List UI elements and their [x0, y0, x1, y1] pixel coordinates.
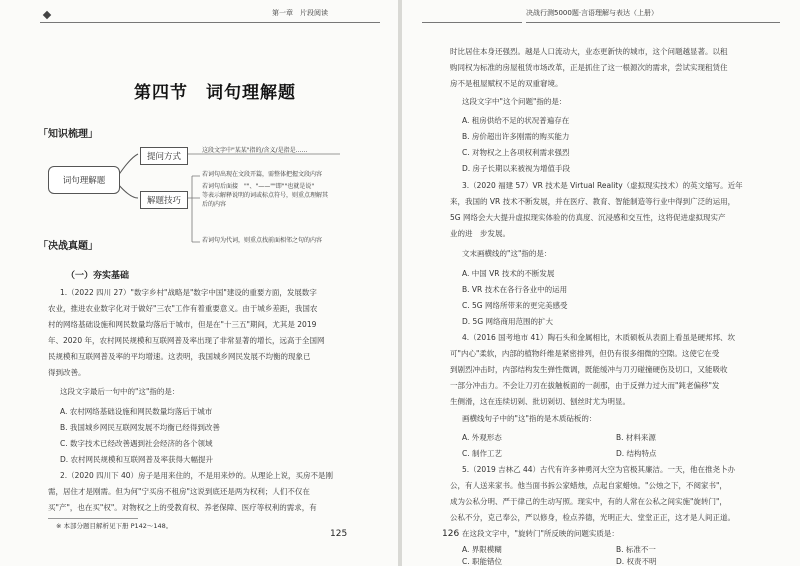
mindmap-tip-4: 后的内容 — [202, 201, 227, 208]
q3-option: D. 5G 网络商用范围的扩大 — [462, 317, 554, 326]
q5-line: 公，有人送来家书。他当面书拆公家蜡烛，点起自家蜡烛。"公烛之下，不阅家书"， — [450, 481, 727, 490]
knowledge-label: 「知识梳理」 — [38, 129, 98, 140]
mindmap-tip-1: 若词句出现在文段开篇，需整体把握文段内容 — [202, 171, 323, 178]
header-rule — [40, 22, 380, 23]
q4-line: 一部分冲击力。不会让刀刃在拔触板面的一刹那，由于反弹力过大而"鈍老偏移"发 — [450, 381, 720, 390]
q5-question: 在这段文字中，"旋转门"所反映的问题实质是： — [462, 529, 619, 538]
q2-option: A. 租房供给不足的状况普遍存在 — [462, 116, 570, 125]
q5-option: A. 界限模糊 — [462, 545, 502, 554]
q5-option: B. 标准不一 — [616, 545, 656, 554]
q3-line: 来，我国的 VR 技术不断发展，并在医疗、教育、智能制造等行业中得到广泛的运用， — [450, 197, 736, 206]
q2-line: 2.（2020 四川下 40）房子是用来住的，不是用来炒的。从理论上说，买房不是刚 — [60, 471, 334, 480]
page-number-left: 125 — [330, 529, 348, 539]
q4-option: A. 外观形态 — [462, 433, 502, 442]
q1-line: 农业，推进农业数字化对于做好"三农"工作有着重要意义。由于城乡差距，我国农 — [48, 304, 318, 313]
mindmap-tip-3: 等表示解释说明的词或标点符号，则重点理解其 — [202, 192, 329, 199]
q4-question: 画横线句子中的"这"指的是木质砧板的： — [462, 414, 597, 423]
right-page — [402, 0, 800, 566]
passage-line: 时比居住本身还强烈。越是人口流动大，业态更新快的城市，这个问题越显著。以租 — [450, 47, 728, 56]
q3-line: 业的进 步发展。 — [450, 229, 510, 238]
connector-bottom — [118, 184, 138, 198]
q2-line: 需，居住才是刚需。但为何"宁买房不租房"这说到底还是两为权利；人们不仅在 — [48, 487, 310, 496]
header-rule-right — [526, 22, 780, 23]
q2-line: 买"产"，也在买"权"。对物权之上的受教育权、养老保障、医疗等权利的需求，有 — [48, 503, 317, 512]
q3-option: A. 中国 VR 技术的不断发展 — [462, 269, 555, 278]
q1-line: 1.（2022 四川 27）"数字乡村"战略是"数字中国"建设的重要方面，发展数字 — [60, 288, 317, 297]
q3-question: 文末画横线的"这"指的是： — [462, 249, 552, 258]
q4-option: D. 结构特点 — [616, 449, 657, 458]
q3-option: C. 5G 网络所带来的更完美感受 — [462, 301, 568, 310]
mindmap-tip-2: 若词句后面接 ""、"——""即""也就是说" — [202, 183, 315, 190]
q5-option: D. 权责不明 — [616, 557, 657, 566]
book-header: 决战行测5000题·言语理解与表达（上册） — [526, 9, 659, 17]
q1-option: C. 数字技术已经改善遇到社会经济的各个领域 — [60, 439, 213, 448]
real-exam-label: 「决战真题」 — [38, 241, 98, 252]
chapter-header: 第一章 片段阅读 — [272, 9, 328, 17]
part-label: （一）夯实基础 — [66, 271, 130, 281]
q5-line: 公私不分，克己奉公，严以修身，检点养德，光明正大、堂堂正正，这才是人间正道。 — [450, 513, 735, 522]
connector-top — [118, 154, 138, 176]
page-number-right: 126 — [442, 529, 460, 539]
q1-option: A. 农村网络基础设施和网民数量均落后于城市 — [60, 407, 213, 416]
q2-option: D. 房子长期以来被视为增值手段 — [462, 164, 571, 173]
q3-option: B. VR 技术在各行各业中的运用 — [462, 285, 568, 294]
q4-line: 4.（2016 国考地市 41）陶石头和金属相比，木质硕板从表面上看虽是硬邦邦、坎 — [462, 333, 736, 342]
mindmap-tip-5: 若词句为代词，则重点找前面相邻之句的内容 — [202, 237, 323, 244]
q4-option: B. 材料来源 — [616, 433, 656, 442]
q1-option: D. 农村网民规模和互联网普及率获得大幅提升 — [60, 455, 214, 464]
q1-line: 得到改善。 — [48, 368, 86, 377]
section-title: 第四节 词句理解题 — [134, 83, 296, 103]
q2-option: C. 对物权之上各项权利需求强烈 — [462, 148, 570, 157]
left-page — [0, 0, 398, 566]
passage-line: 购同权为标准的房屋租赁市场改革，正是抓住了这一根源次的需求，尝试实现租赁住 — [450, 63, 728, 72]
q5-line: 5.（2019 吉林乙 44）古代有许多神勇河大空为官极其廉洁。一天，他在推尧卜办 — [462, 465, 736, 474]
mindmap-center: 词句理解题 — [48, 166, 120, 194]
footnote-rule — [48, 518, 138, 519]
mindmap-node-ask: 提问方式 — [140, 147, 188, 165]
q1-line: 年、2020 年，农村网民规模和互联网普及率出现了非常显著的增长，远高于全国网 — [48, 336, 325, 345]
q1-line: 民规模和互联网普及率的平均增速。这表明，我国城乡网民发展不均衡的现象已 — [48, 352, 311, 361]
q1-line: 村的网络基础设施和网民数量均落后于城市，但是在"十三五"期间，尤其是 2019 — [48, 320, 317, 329]
q4-line: 可"内心"柔软，内部的植物纤维是紧密排列，但仍有很多细微的空隙。这使它在受 — [450, 349, 720, 358]
mindmap-ask-desc: 这段文字中"某某"指的/含义/是指是…… — [202, 147, 308, 154]
mindmap-node-tips: 解题技巧 — [140, 191, 188, 209]
q2-option: B. 房价超出许多刚需的购买能力 — [462, 132, 570, 141]
q3-line: 5G 网络会大大提升虚拟现实体验的仿真度、沉浸感和交互性，这将促进虚拟现实产 — [450, 213, 726, 222]
q1-question: 这段文字最后一句中的"这"指的是： — [60, 387, 180, 396]
passage-line: 房不是租屋赋权不足的双重窘境。 — [450, 79, 563, 88]
q5-option: C. 职能错位 — [462, 557, 503, 566]
connector-bracket — [188, 176, 200, 242]
footnote: ※ 本部分题目解析见下册 P142～148。 — [56, 522, 173, 530]
q4-line: 生侧滑，这在连续切剁、批切剁切、刨丝时尤为明显。 — [450, 397, 630, 406]
q4-option: C. 制作工艺 — [462, 449, 503, 458]
q1-option: B. 我国城乡网民互联网发展不均衡已经得到改善 — [60, 423, 220, 432]
q4-line: 到剧烈冲击时，内部结构发生弹性微调，既能缓冲与刀刃碰撞硬伤及切口，又能吸收 — [450, 365, 728, 374]
q3-line: 3.（2020 福建 57）VR 技术是 Virtual Reality（虚拟现实技术）的英文缩写。近年 — [462, 181, 743, 190]
q2-question: 这段文字中"这个问题"指的是： — [462, 97, 567, 106]
header-rule-left — [422, 22, 522, 23]
q5-line: 成为公私分明、严于律己的生动写照。现实中，有的人常在公私之间实施"旋转门"， — [450, 497, 727, 506]
header-diamond-icon — [43, 11, 51, 19]
